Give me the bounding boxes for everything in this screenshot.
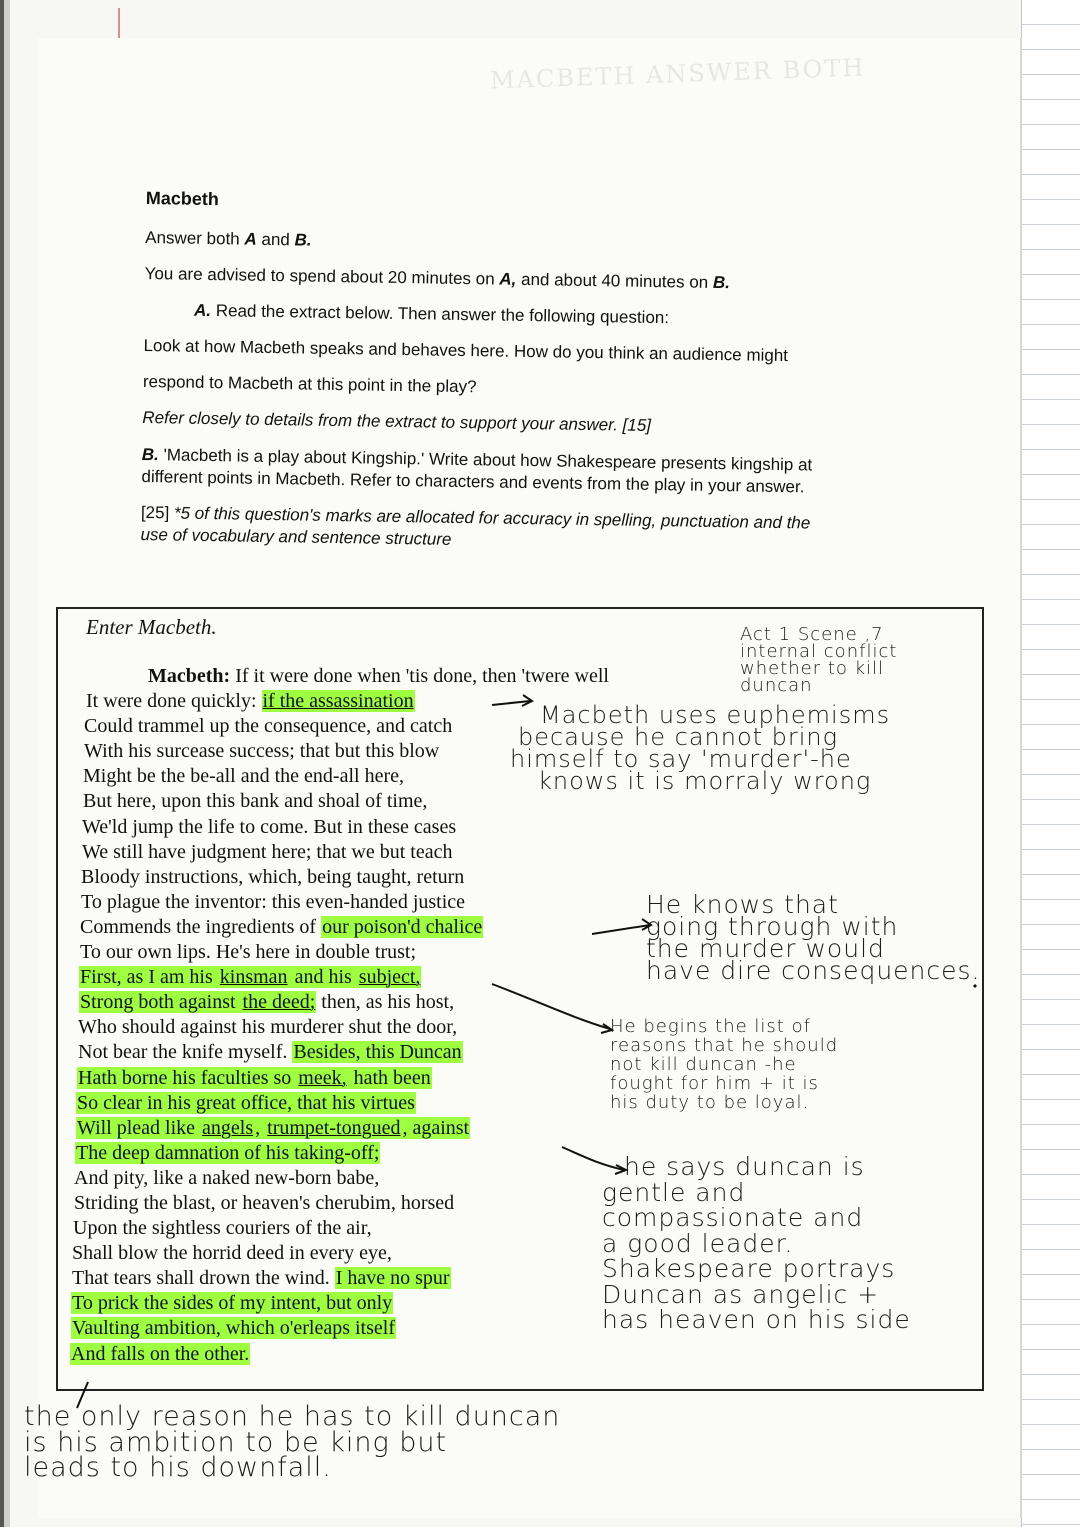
highlighted-text: Will plead like (77, 1116, 201, 1139)
extract-text: then, as his host, (316, 991, 455, 1014)
extract-line: To plague the inventor: this even-handed justice (81, 890, 466, 913)
highlighted-text: if the assassination (262, 690, 414, 713)
highlighted-text: To prick the sides of my intent, but only (72, 1292, 393, 1315)
bottom-annotation (24, 1401, 561, 1484)
euphemism-line-2: because he cannot bring (518, 723, 839, 752)
highlighted-text: our poison'd chalice (322, 915, 483, 938)
extract-text: That tears shall drown the wind. (72, 1267, 335, 1290)
highlighted-text: angels (202, 1116, 254, 1139)
highlighted-text: and his (289, 966, 357, 989)
highlighted-text: meek, (298, 1066, 347, 1089)
reasons-line-4: fought for him + it is (610, 1072, 819, 1094)
consequence-line-3: the murder would (646, 934, 885, 963)
extract-line (71, 1291, 592, 1316)
internal-conflict-text: internal conflict (740, 641, 898, 663)
extract-line (79, 990, 592, 1015)
part-a-question-1: Look at how Macbeth speaks and behaves here. How do you think an audience might (143, 336, 789, 366)
bottom-line-3: leads to his downfall. (24, 1452, 332, 1484)
part-a-text: Read the extract below. Then answer the following question: (210, 301, 670, 328)
instruction-mid: and (256, 229, 295, 250)
instruction-a: A (244, 229, 257, 249)
answer-instruction (145, 227, 905, 261)
duncan-line-1: he says duncan is (624, 1152, 865, 1181)
highlighted-text: I have no spur (335, 1267, 450, 1290)
extract-line (76, 1116, 592, 1141)
time-advice (144, 263, 904, 297)
highlighted-text: Besides, this Duncan (293, 1041, 462, 1064)
duncan-line-6: Duncan as angelic + (602, 1279, 880, 1309)
euphemism-line-3: himself to say 'murder'-he (510, 745, 852, 774)
extract-line (77, 1066, 592, 1091)
euphemism-line-4: knows it is morraly wrong (538, 767, 872, 796)
part-b-marks: [25] (140, 502, 170, 523)
duncan-line-7: has heaven on his side (602, 1305, 911, 1334)
extract-line: With his surcease success; that but this blow (84, 740, 440, 763)
part-b-text-line-2: different points in Macbeth. Refer to characters and events from the play in your answer. (141, 466, 805, 497)
duncan-text: duncan (740, 675, 813, 697)
extract-line: Striding the blast, or heaven's cherubim, horsed (74, 1191, 455, 1214)
extract-line: Might be the be-all and the end-all here, (83, 765, 404, 788)
extract-text: Not bear the knife myself. (78, 1041, 293, 1064)
speaker-label: Macbeth: (148, 665, 231, 687)
duncan-line-3: compassionate and (602, 1203, 864, 1232)
extract-text: Commends the ingredients of (80, 915, 322, 938)
extract-line: Upon the sightless couriers of the air, (73, 1217, 372, 1240)
part-b-text (141, 444, 902, 500)
highlighted-text: trumpet-tongued (267, 1116, 401, 1139)
highlighted-text: Hath borne his faculties so (78, 1066, 297, 1089)
duncan-line-2: gentle and (602, 1177, 746, 1207)
euphemism-line-1: Macbeth uses euphemisms (540, 701, 891, 729)
accuracy-note (140, 502, 901, 558)
extract-line: Bloody instructions, which, being taught, return (81, 865, 465, 888)
consequence-line-2: going through with (646, 912, 899, 941)
instruction-b: B. (294, 230, 312, 250)
extract-heading: Enter Macbeth. (86, 615, 217, 639)
extract-line: Could trammel up the consequence, and catch (84, 715, 453, 738)
time-advice-a: A, (499, 269, 517, 289)
highlighted-text: subject, (358, 966, 421, 989)
consequence-line-4: have dire consequences. (646, 956, 981, 985)
highlighted-text: The deep damnation of his taking-off; (76, 1141, 380, 1164)
duncan-note (602, 1154, 911, 1333)
highlighted-text: , against (402, 1116, 470, 1139)
time-advice-prefix: You are advised to spend about 20 minutes on (144, 264, 500, 289)
highlighted-text: , (255, 1116, 266, 1139)
extract-line (72, 1266, 592, 1291)
duncan-line-4: a good leader. (602, 1228, 794, 1258)
consequence-note (646, 890, 981, 985)
extract-line (80, 915, 592, 940)
lined-paper-edge (1021, 0, 1080, 1527)
euphemism-note (510, 701, 891, 796)
bottom-line-1: the only reason he has to kill duncan (24, 1401, 561, 1432)
part-a-refer: Refer closely to details from the extract to support your answer. [15] (142, 408, 652, 436)
extract-line: And pity, like a naked new-born babe, (74, 1166, 380, 1189)
extract-line: We'ld jump the life to come. But in these cases (82, 815, 457, 838)
faded-header-text: MACBETH ANSWER BOTH (489, 53, 866, 95)
extract-line (70, 1342, 592, 1367)
extract-line (75, 1141, 592, 1166)
accuracy-note-line-2: use of vocabulary and sentence structure (140, 524, 452, 549)
part-a-question-2: respond to Macbeth at this point in the play? (142, 372, 477, 397)
extract-line: Who should against his murderer shut the door, (78, 1016, 458, 1039)
bottom-line-2: is his ambition to be king but (24, 1426, 448, 1458)
highlighted-text: First, as I am his (80, 966, 218, 989)
extract-text: If it were done when 'tis done, then 'twere well (230, 665, 609, 687)
highlighted-text: the deed; (242, 991, 316, 1014)
part-b-label: B. (141, 444, 159, 464)
paper-left-edge (0, 0, 10, 1527)
extract-line (148, 664, 609, 689)
reasons-line-1: He begins the list of (610, 1016, 811, 1037)
reasons-note (610, 1018, 838, 1112)
highlighted-text: And falls on the other. (71, 1342, 250, 1365)
reasons-line-3: not kill duncan -he (610, 1053, 797, 1075)
extract-line (71, 1316, 592, 1341)
question-block (140, 188, 906, 572)
whether-to-kill-text: whether to kill (740, 658, 885, 680)
question-title: Macbeth (145, 188, 220, 210)
highlighted-text: Strong both against (80, 991, 241, 1014)
reasons-line-5: his duty to be loyal. (610, 1091, 810, 1113)
part-a-label: A. (193, 300, 212, 321)
highlighted-text: hath been (348, 1066, 431, 1089)
reasons-line-2: reasons that he should (610, 1034, 839, 1056)
extract-line: We still have judgment here; that we but teach (82, 840, 453, 863)
accuracy-note-line-1: *5 of this question's marks are allocated for accuracy in spelling, punctuation and the (169, 503, 811, 533)
extract-line: To our own lips. He's here in double trust; (80, 941, 417, 964)
act-scene-note (740, 624, 898, 697)
instruction-prefix: Answer both (145, 227, 245, 249)
extract-text: It were done quickly: (86, 690, 262, 713)
part-b-text-line-1: 'Macbeth is a play about Kingship.' Write about how Shakespeare presents kingship at (158, 444, 813, 475)
act-scene-text: Act 1 Scene ,7 (740, 624, 884, 645)
extract-line (79, 965, 592, 990)
extract-line: Shall blow the horrid deed in every eye, (72, 1242, 392, 1265)
extract-line (76, 1091, 592, 1116)
part-a-heading (194, 300, 904, 333)
consequence-line-1: He knows that (646, 890, 839, 919)
time-advice-b: B. (712, 273, 731, 293)
time-advice-mid: and about 40 minutes on (516, 269, 714, 293)
extract-line (78, 1040, 592, 1065)
highlighted-text: So clear in his great office, that his virtues (77, 1091, 415, 1114)
highlighted-text: kinsman (219, 966, 288, 989)
highlighted-text: Vaulting ambition, which o'erleaps itself (72, 1317, 395, 1340)
extract-line: But here, upon this bank and shoal of time, (83, 790, 428, 813)
duncan-line-5: Shakespeare portrays (602, 1254, 896, 1283)
